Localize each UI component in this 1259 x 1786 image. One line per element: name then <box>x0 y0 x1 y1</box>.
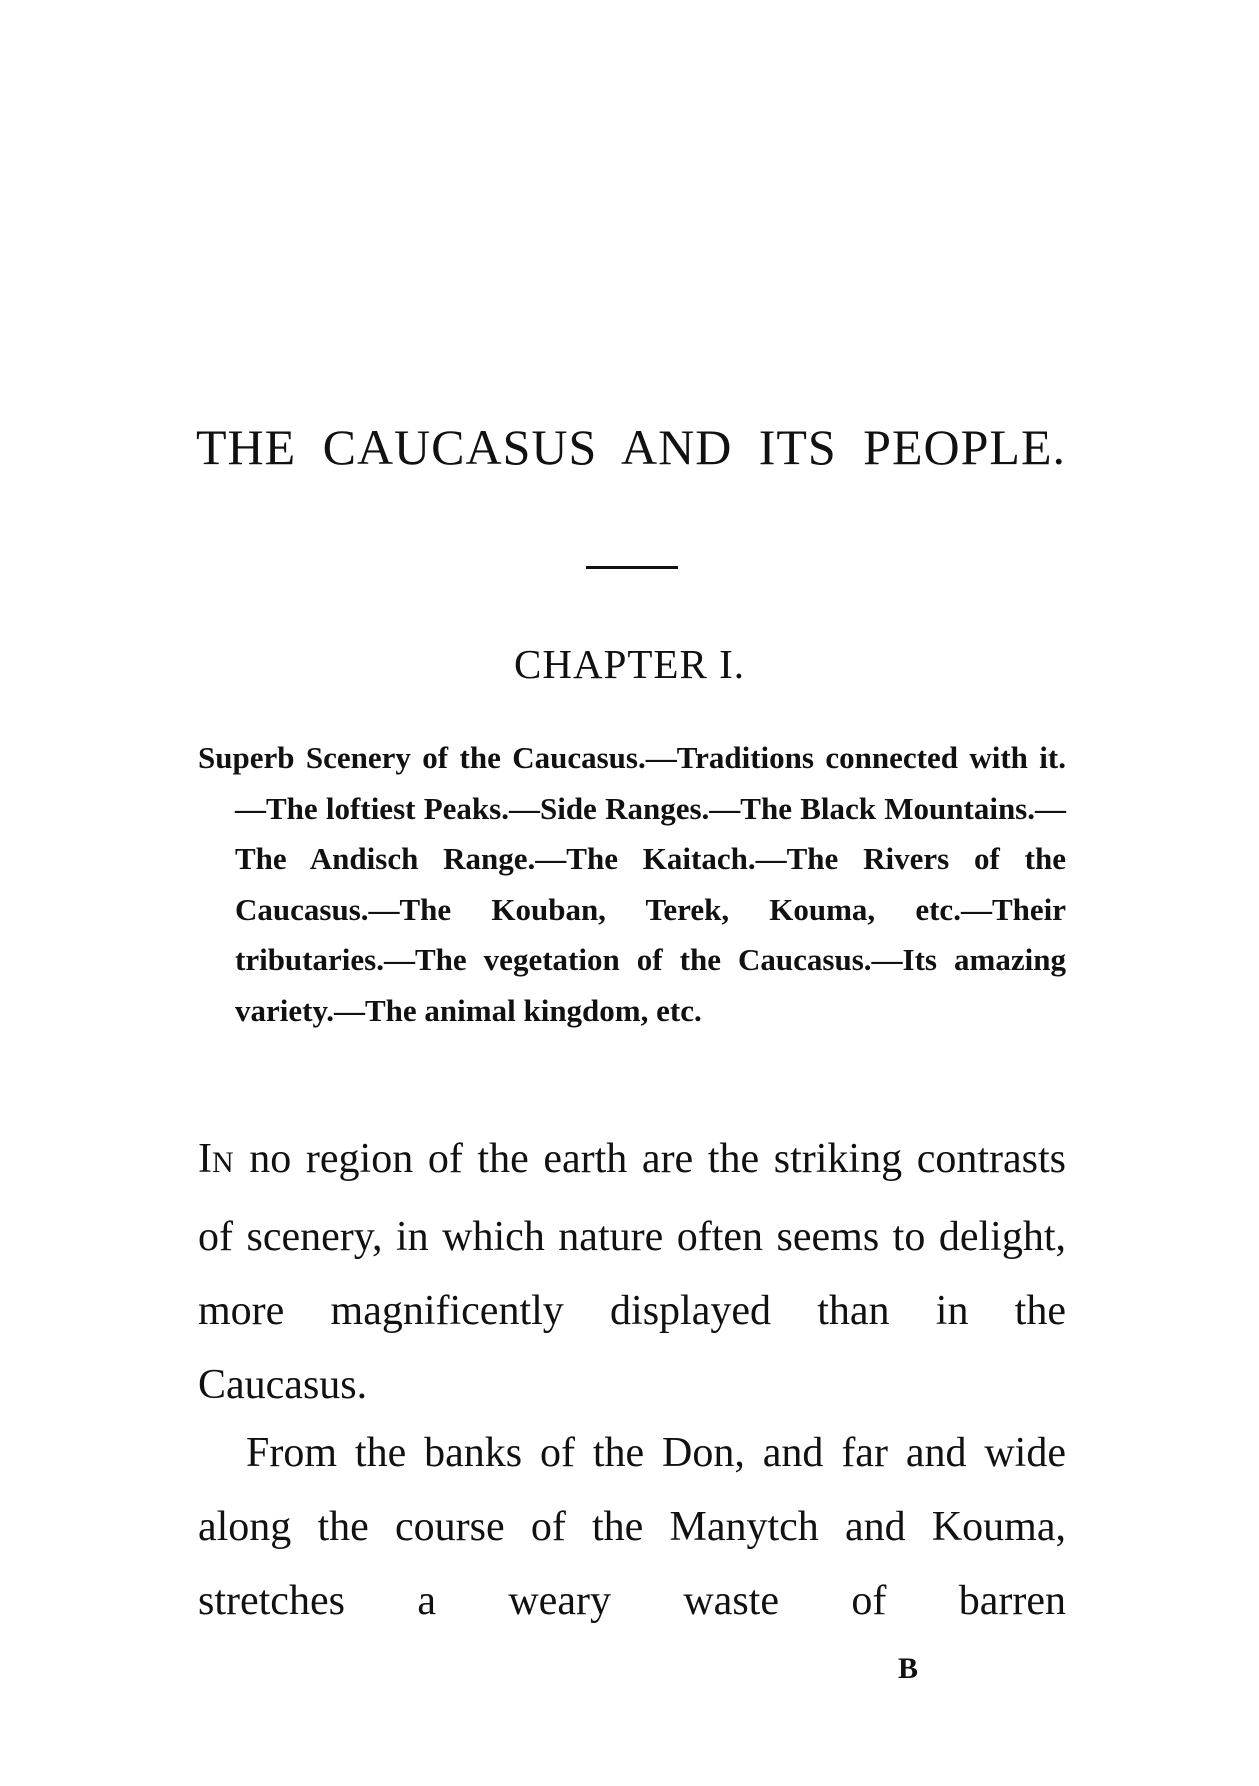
book-title: THE CAUCASUS AND ITS PEOPLE. <box>196 419 1066 475</box>
signature-mark: B <box>898 1652 919 1685</box>
drop-initial-small-caps: N <box>212 1146 235 1179</box>
body-paragraph-1 <box>198 1122 1066 1422</box>
paragraph-1-text: no region of the earth are the striking contrasts of scenery, in which nature often seems to delight, more magnificently displayed than in the Caucasus. <box>198 1136 1066 1408</box>
chapter-summary: Superb Scenery of the Caucasus.—Traditions connected with it.—The loftiest Peaks.—Side Ranges.—The Black Mountains.—The Andisch Range.—The Kaitach.—The Rivers of the Caucasus.—The Kouban, Terek, Kouma, etc.—Their tributaries.—The vegetation of the Caucasus.—Its amazing variety.—The animal kingdom, etc. <box>198 740 1066 1028</box>
title-divider-rule <box>586 566 678 569</box>
body-paragraph-2: From the banks of the Don, and far and wide along the course of the Manytch and Kouma, stretches a weary waste of barren <box>198 1430 1066 1624</box>
drop-initial: I <box>198 1136 212 1182</box>
chapter-heading: CHAPTER I. <box>514 641 745 687</box>
